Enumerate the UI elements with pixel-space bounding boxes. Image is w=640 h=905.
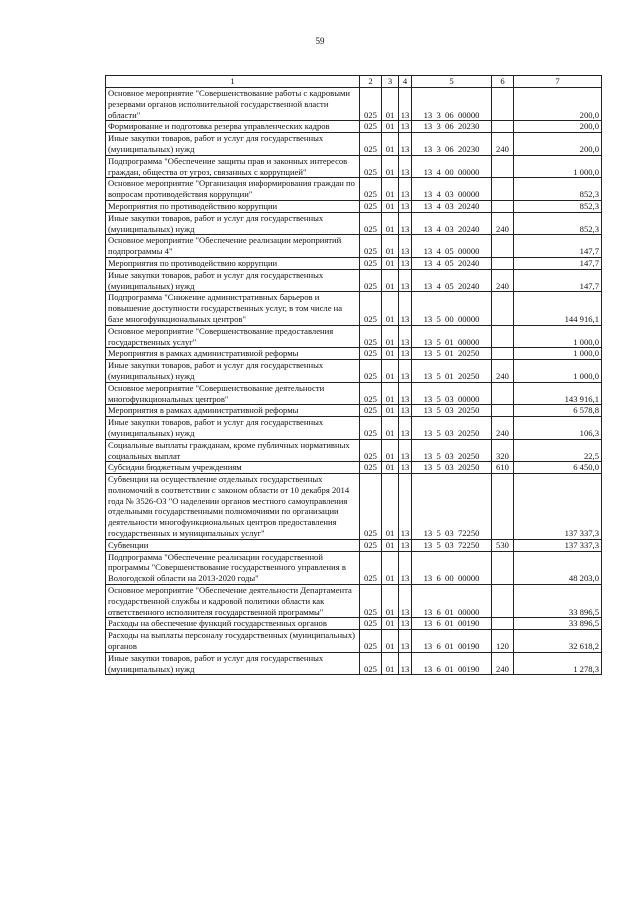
row-code-cell: 025	[360, 618, 382, 630]
row-name-cell: Подпрограмма "Снижение административных барьеров и повышение доступности государственных услуг, в том числе на базе многофункциональных центров"	[106, 292, 360, 325]
row-subsection-cell: 13	[399, 630, 412, 653]
row-name-cell: Расходы на обеспечение функций государственных органов	[106, 618, 360, 630]
row-amount-cell: 1 000,0	[514, 325, 602, 348]
table-row	[106, 88, 602, 121]
row-type-cell	[492, 585, 514, 618]
table-row	[106, 551, 602, 584]
row-type-cell: 240	[492, 133, 514, 156]
table-row	[106, 348, 602, 360]
row-target-cell: 13 4 05 00000	[412, 235, 492, 258]
table-row	[106, 121, 602, 133]
row-amount-cell: 32 618,2	[514, 630, 602, 653]
row-code-cell: 025	[360, 585, 382, 618]
row-subsection-cell: 13	[399, 121, 412, 133]
table-row	[106, 462, 602, 474]
row-section-cell: 01	[382, 417, 399, 440]
row-subsection-cell: 13	[399, 348, 412, 360]
header-cell: 4	[399, 76, 412, 88]
row-amount-cell: 147,7	[514, 269, 602, 292]
row-subsection-cell: 13	[399, 178, 412, 201]
row-code-cell: 025	[360, 630, 382, 653]
row-name-cell: Основное мероприятие "Организация информирования граждан по вопросам противодействия коррупции"	[106, 178, 360, 201]
row-type-cell: 530	[492, 539, 514, 551]
table-row	[106, 405, 602, 417]
row-name-cell: Субвенции на осуществление отдельных государственных полномочий в соответствии с законом области от 10 декабря 2014 года № 3526-ОЗ "О наделении органов местного самоуправления отдельными государственными полномочиями по организации деятельности многофункциональных центров предоставления государственных и муниципальных услуг"	[106, 474, 360, 540]
header-cell: 7	[514, 76, 602, 88]
table-row	[106, 360, 602, 383]
row-amount-cell: 144 916,1	[514, 292, 602, 325]
row-section-cell: 01	[382, 618, 399, 630]
row-type-cell	[492, 348, 514, 360]
row-subsection-cell: 13	[399, 474, 412, 540]
row-amount-cell: 852,3	[514, 200, 602, 212]
row-code-cell: 025	[360, 235, 382, 258]
row-target-cell: 13 5 03 72250	[412, 474, 492, 540]
row-subsection-cell: 13	[399, 439, 412, 462]
row-target-cell: 13 5 01 20250	[412, 360, 492, 383]
row-target-cell: 13 4 05 20240	[412, 269, 492, 292]
row-subsection-cell: 13	[399, 200, 412, 212]
row-code-cell: 025	[360, 348, 382, 360]
row-name-cell: Подпрограмма "Обеспечение реализации государственной программы "Совершенствование государственного управления в Вологодской области на 2013-2020 годы"	[106, 551, 360, 584]
row-section-cell: 01	[382, 551, 399, 584]
row-target-cell: 13 4 00 00000	[412, 155, 492, 178]
row-type-cell	[492, 88, 514, 121]
row-subsection-cell: 13	[399, 212, 412, 235]
table-row	[106, 269, 602, 292]
row-type-cell	[492, 382, 514, 405]
row-target-cell: 13 5 03 20250	[412, 405, 492, 417]
table-row	[106, 585, 602, 618]
row-amount-cell: 33 896,5	[514, 585, 602, 618]
table-row	[106, 539, 602, 551]
row-section-cell: 01	[382, 269, 399, 292]
row-amount-cell: 6 450,0	[514, 462, 602, 474]
row-amount-cell: 6 578,8	[514, 405, 602, 417]
row-subsection-cell: 13	[399, 292, 412, 325]
row-target-cell: 13 4 05 20240	[412, 257, 492, 269]
row-section-cell: 01	[382, 257, 399, 269]
row-name-cell: Основное мероприятие "Обеспечение реализации мероприятий подпрограммы 4"	[106, 235, 360, 258]
table-row	[106, 235, 602, 258]
page-number: 59	[315, 36, 325, 46]
row-section-cell: 01	[382, 155, 399, 178]
row-type-cell	[492, 618, 514, 630]
table-row	[106, 630, 602, 653]
row-type-cell: 240	[492, 417, 514, 440]
row-section-cell: 01	[382, 133, 399, 156]
row-target-cell: 13 6 01 00000	[412, 585, 492, 618]
row-code-cell: 025	[360, 551, 382, 584]
row-section-cell: 01	[382, 652, 399, 675]
row-target-cell: 13 5 01 00000	[412, 325, 492, 348]
row-target-cell: 13 3 06 20230	[412, 133, 492, 156]
row-type-cell	[492, 325, 514, 348]
row-code-cell: 025	[360, 539, 382, 551]
row-amount-cell: 106,3	[514, 417, 602, 440]
row-target-cell: 13 5 03 72250	[412, 539, 492, 551]
row-name-cell: Иные закупки товаров, работ и услуг для государственных (муниципальных) нужд	[106, 133, 360, 156]
row-subsection-cell: 13	[399, 360, 412, 383]
row-code-cell: 025	[360, 382, 382, 405]
row-amount-cell: 143 916,1	[514, 382, 602, 405]
row-subsection-cell: 13	[399, 257, 412, 269]
row-type-cell	[492, 405, 514, 417]
row-subsection-cell: 13	[399, 382, 412, 405]
row-target-cell: 13 6 01 00190	[412, 630, 492, 653]
header-cell: 3	[382, 76, 399, 88]
row-type-cell: 320	[492, 439, 514, 462]
table-row	[106, 200, 602, 212]
row-type-cell: 240	[492, 212, 514, 235]
row-amount-cell: 137 337,3	[514, 539, 602, 551]
row-subsection-cell: 13	[399, 539, 412, 551]
row-code-cell: 025	[360, 417, 382, 440]
row-section-cell: 01	[382, 348, 399, 360]
row-section-cell: 01	[382, 200, 399, 212]
row-amount-cell: 200,0	[514, 133, 602, 156]
row-name-cell: Иные закупки товаров, работ и услуг для государственных (муниципальных) нужд	[106, 212, 360, 235]
row-section-cell: 01	[382, 178, 399, 201]
row-target-cell: 13 3 06 00000	[412, 88, 492, 121]
row-type-cell	[492, 474, 514, 540]
row-subsection-cell: 13	[399, 133, 412, 156]
table-row	[106, 382, 602, 405]
row-name-cell: Субсидии бюджетным учреждениям	[106, 462, 360, 474]
table-row	[106, 325, 602, 348]
row-name-cell: Иные закупки товаров, работ и услуг для государственных (муниципальных) нужд	[106, 652, 360, 675]
table-row	[106, 212, 602, 235]
row-subsection-cell: 13	[399, 325, 412, 348]
row-name-cell: Иные закупки товаров, работ и услуг для государственных (муниципальных) нужд	[106, 360, 360, 383]
row-target-cell: 13 5 03 20250	[412, 417, 492, 440]
row-amount-cell: 1 000,0	[514, 348, 602, 360]
row-section-cell: 01	[382, 539, 399, 551]
row-code-cell: 025	[360, 292, 382, 325]
row-amount-cell: 200,0	[514, 88, 602, 121]
header-cell: 1	[106, 76, 360, 88]
row-type-cell	[492, 292, 514, 325]
row-type-cell: 240	[492, 269, 514, 292]
row-amount-cell: 1 000,0	[514, 155, 602, 178]
row-target-cell: 13 5 01 20250	[412, 348, 492, 360]
header-cell: 6	[492, 76, 514, 88]
row-name-cell: Мероприятия по противодействию коррупции	[106, 257, 360, 269]
row-code-cell: 025	[360, 405, 382, 417]
table-row	[106, 618, 602, 630]
row-amount-cell: 147,7	[514, 235, 602, 258]
row-amount-cell: 22,5	[514, 439, 602, 462]
row-section-cell: 01	[382, 88, 399, 121]
row-section-cell: 01	[382, 325, 399, 348]
row-name-cell: Подпрограмма "Обеспечение защиты прав и законных интересов граждан, общества от угроз, связанных с коррупцией"	[106, 155, 360, 178]
row-section-cell: 01	[382, 292, 399, 325]
row-code-cell: 025	[360, 88, 382, 121]
row-type-cell: 240	[492, 360, 514, 383]
table-row	[106, 133, 602, 156]
row-section-cell: 01	[382, 405, 399, 417]
table-row	[106, 652, 602, 675]
row-name-cell: Основное мероприятие "Совершенствование деятельности многофункциональных центров"	[106, 382, 360, 405]
row-amount-cell: 137 337,3	[514, 474, 602, 540]
row-section-cell: 01	[382, 585, 399, 618]
table-row	[106, 155, 602, 178]
row-code-cell: 025	[360, 257, 382, 269]
row-name-cell: Формирование и подготовка резерва управленческих кадров	[106, 121, 360, 133]
table-row	[106, 417, 602, 440]
row-code-cell: 025	[360, 178, 382, 201]
table-row	[106, 178, 602, 201]
row-type-cell: 610	[492, 462, 514, 474]
row-type-cell	[492, 235, 514, 258]
row-subsection-cell: 13	[399, 551, 412, 584]
row-section-cell: 01	[382, 474, 399, 540]
row-type-cell	[492, 257, 514, 269]
row-code-cell: 025	[360, 360, 382, 383]
row-code-cell: 025	[360, 200, 382, 212]
row-section-cell: 01	[382, 121, 399, 133]
row-name-cell: Мероприятия в рамках административной реформы	[106, 405, 360, 417]
row-amount-cell: 147,7	[514, 257, 602, 269]
row-amount-cell: 852,3	[514, 212, 602, 235]
row-name-cell: Расходы на выплаты персоналу государственных (муниципальных) органов	[106, 630, 360, 653]
row-name-cell: Иные закупки товаров, работ и услуг для государственных (муниципальных) нужд	[106, 417, 360, 440]
row-subsection-cell: 13	[399, 269, 412, 292]
row-name-cell: Мероприятия по противодействию коррупции	[106, 200, 360, 212]
row-code-cell: 025	[360, 121, 382, 133]
row-subsection-cell: 13	[399, 235, 412, 258]
row-section-cell: 01	[382, 382, 399, 405]
row-subsection-cell: 13	[399, 417, 412, 440]
row-section-cell: 01	[382, 360, 399, 383]
row-code-cell: 025	[360, 133, 382, 156]
row-amount-cell: 48 203,0	[514, 551, 602, 584]
row-target-cell: 13 4 03 20240	[412, 200, 492, 212]
row-subsection-cell: 13	[399, 618, 412, 630]
row-target-cell: 13 6 01 00190	[412, 652, 492, 675]
row-type-cell: 240	[492, 652, 514, 675]
row-amount-cell: 1 000,0	[514, 360, 602, 383]
table-row	[106, 474, 602, 540]
table-header-row	[106, 76, 602, 88]
row-code-cell: 025	[360, 439, 382, 462]
row-target-cell: 13 5 00 00000	[412, 292, 492, 325]
row-code-cell: 025	[360, 155, 382, 178]
row-name-cell: Иные закупки товаров, работ и услуг для государственных (муниципальных) нужд	[106, 269, 360, 292]
row-type-cell	[492, 551, 514, 584]
row-code-cell: 025	[360, 462, 382, 474]
row-section-cell: 01	[382, 235, 399, 258]
budget-table	[105, 75, 602, 675]
row-target-cell: 13 5 03 00000	[412, 382, 492, 405]
row-name-cell: Основное мероприятие "Совершенствование предоставления государственных услуг"	[106, 325, 360, 348]
row-code-cell: 025	[360, 474, 382, 540]
row-subsection-cell: 13	[399, 405, 412, 417]
row-type-cell	[492, 155, 514, 178]
table-row	[106, 292, 602, 325]
row-name-cell: Мероприятия в рамках административной реформы	[106, 348, 360, 360]
row-name-cell: Социальные выплаты гражданам, кроме публичных нормативных социальных выплат	[106, 439, 360, 462]
row-code-cell: 025	[360, 325, 382, 348]
row-target-cell: 13 4 03 20240	[412, 212, 492, 235]
row-target-cell: 13 6 00 00000	[412, 551, 492, 584]
row-section-cell: 01	[382, 630, 399, 653]
row-type-cell	[492, 178, 514, 201]
row-section-cell: 01	[382, 212, 399, 235]
header-cell: 5	[412, 76, 492, 88]
row-target-cell: 13 5 03 20250	[412, 439, 492, 462]
row-target-cell: 13 4 03 00000	[412, 178, 492, 201]
row-subsection-cell: 13	[399, 585, 412, 618]
row-amount-cell: 1 278,3	[514, 652, 602, 675]
row-code-cell: 025	[360, 212, 382, 235]
row-section-cell: 01	[382, 439, 399, 462]
row-target-cell: 13 5 03 20250	[412, 462, 492, 474]
row-type-cell	[492, 200, 514, 212]
table-row	[106, 257, 602, 269]
row-type-cell: 120	[492, 630, 514, 653]
row-code-cell: 025	[360, 652, 382, 675]
row-subsection-cell: 13	[399, 88, 412, 121]
row-section-cell: 01	[382, 462, 399, 474]
row-subsection-cell: 13	[399, 652, 412, 675]
row-name-cell: Субвенции	[106, 539, 360, 551]
row-amount-cell: 33 896,5	[514, 618, 602, 630]
table-row	[106, 439, 602, 462]
row-name-cell: Основное мероприятие "Обеспечение деятельности Департамента государственной службы и кадровой политики области как ответственного исполнителя государственной программы"	[106, 585, 360, 618]
row-code-cell: 025	[360, 269, 382, 292]
row-target-cell: 13 3 06 20230	[412, 121, 492, 133]
row-amount-cell: 852,3	[514, 178, 602, 201]
row-target-cell: 13 6 01 00190	[412, 618, 492, 630]
header-cell: 2	[360, 76, 382, 88]
row-subsection-cell: 13	[399, 462, 412, 474]
row-name-cell: Основное мероприятие "Совершенствование работы с кадровыми резервами органов исполнительной государственной власти области"	[106, 88, 360, 121]
row-amount-cell: 200,0	[514, 121, 602, 133]
row-type-cell	[492, 121, 514, 133]
row-subsection-cell: 13	[399, 155, 412, 178]
